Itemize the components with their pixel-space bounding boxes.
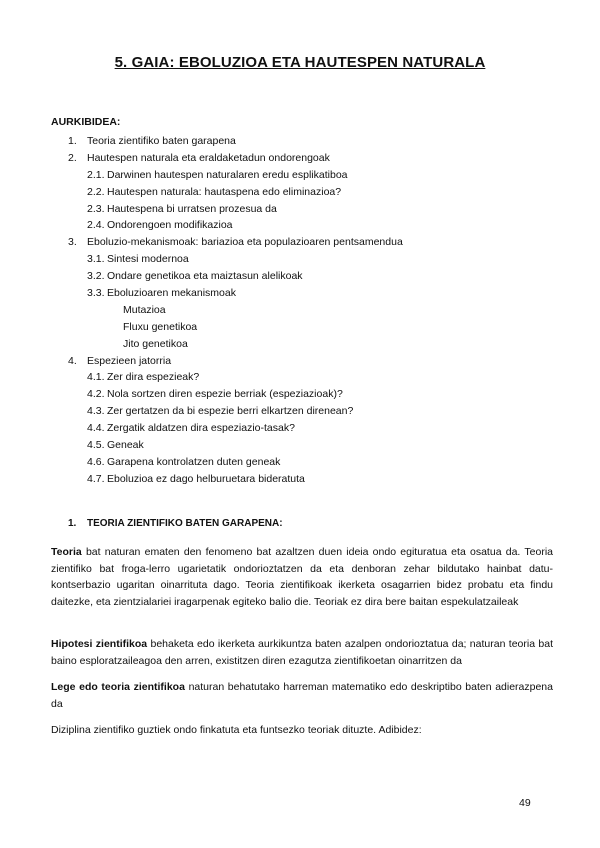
section-number: 1.: [68, 518, 77, 529]
toc-item-number: 3.: [68, 236, 77, 249]
toc-item: [0, 268, 600, 285]
toc-item-label: Sintesi modernoa: [107, 253, 189, 266]
toc-item: [0, 133, 600, 150]
toc-item-number: 3.1.: [87, 253, 105, 266]
toc-item-number: 4.4.: [87, 422, 105, 435]
page-number: 49: [519, 797, 531, 809]
toc-item-label: Ondare genetikoa eta maiztasun alelikoak: [107, 270, 303, 283]
toc-item: [0, 150, 600, 167]
toc-item-label: Mutazioa: [123, 303, 166, 316]
toc-item: [0, 353, 600, 370]
toc-item: [0, 319, 600, 336]
toc-item-number: 2.4.: [87, 219, 105, 232]
toc-item-label: Darwinen hautespen naturalaren eredu esplikatiboa: [107, 168, 348, 181]
toc-item: [0, 471, 600, 488]
toc-item-label: Zer dira espezieak?: [107, 371, 200, 384]
toc-item-label: Garapena kontrolatzen duten geneak: [107, 455, 281, 468]
toc-item: [0, 369, 600, 386]
paragraph-text: naturan behatutako harreman matematiko edo deskriptibo baten adierazpena da: [51, 681, 553, 710]
toc-item-label: Zer gertatzen da bi espezie berri elkartzen direnean?: [107, 405, 354, 418]
paragraph-lege: [51, 679, 553, 712]
toc-item: [0, 201, 600, 218]
toc-item: [0, 336, 600, 353]
toc-item-label: Ondorengoen modifikazioa: [107, 219, 233, 232]
toc-item: [0, 403, 600, 420]
toc-item-number: 2.1.: [87, 168, 105, 181]
term-bold: Hipotesi zientifikoa: [51, 638, 148, 650]
term-bold: Teoria: [51, 546, 82, 558]
paragraph-hipotesi: [51, 636, 553, 669]
toc-item-label: Eboluzioaren mekanismoak: [107, 287, 236, 300]
toc-item: [0, 454, 600, 471]
toc-item-number: 4.1.: [87, 371, 105, 384]
table-of-contents: [0, 133, 600, 488]
toc-item-label: Hautespen naturala eta eraldaketadun ondorengoak: [87, 151, 330, 164]
toc-item-number: 4.6.: [87, 455, 105, 468]
toc-item-label: Geneak: [107, 439, 144, 452]
toc-item-number: 2.3.: [87, 202, 105, 215]
toc-item-number: 4.: [68, 354, 77, 367]
toc-heading: AURKIBIDEA:: [51, 116, 121, 128]
toc-item-label: Hautespen naturala: hautaspena edo eliminazioa?: [107, 185, 342, 198]
toc-item-label: Eboluzio-mekanismoak: bariazioa eta populazioaren pentsamendua: [87, 236, 403, 249]
toc-item-label: Jito genetikoa: [123, 337, 188, 350]
toc-item-label: Zergatik aldatzen dira espeziazio-tasak?: [107, 422, 295, 435]
term-bold: Lege edo teoria zientifikoa: [51, 681, 185, 693]
page-title: 5. GAIA: EBOLUZIOA ETA HAUTESPEN NATURALA: [114, 54, 486, 71]
toc-item: [0, 386, 600, 403]
toc-item-number: 2.: [68, 151, 77, 164]
toc-item: [0, 184, 600, 201]
toc-item-number: 4.5.: [87, 439, 105, 452]
toc-item-number: 4.2.: [87, 388, 105, 401]
toc-item-number: 1.: [68, 135, 77, 147]
toc-item: [0, 234, 600, 251]
paragraph-diziplina: [51, 722, 553, 739]
toc-item: [0, 420, 600, 437]
toc-item-label: Espezieen jatorria: [87, 354, 172, 367]
toc-item-label: Fluxu genetikoa: [123, 320, 198, 333]
toc-item: [0, 167, 600, 184]
toc-item-number: 2.2.: [87, 185, 105, 198]
toc-item: [0, 251, 600, 268]
toc-item: [0, 217, 600, 234]
paragraph-text: behaketa edo ikerketa aurkikuntza baten azalpen ondorioztatua da; naturan teoria bat baino esploratzaileagoa den arren, existitzen diren ezagutza zientifikoetan oinarritzen da: [51, 638, 553, 667]
section-title: TEORIA ZIENTIFIKO BATEN GARAPENA:: [87, 518, 283, 529]
toc-item: [0, 437, 600, 454]
toc-item: [0, 302, 600, 319]
toc-item-number: 4.3.: [87, 405, 105, 418]
toc-item-number: 3.3.: [87, 287, 105, 300]
toc-item-label: Teoria zientifiko baten garapena: [87, 135, 236, 147]
toc-item-label: Eboluzioa ez dago helburuetara bideratuta: [107, 472, 305, 485]
toc-item-number: 4.7.: [87, 472, 105, 485]
toc-item-number: 3.2.: [87, 270, 105, 283]
paragraph-teoria: [51, 544, 553, 610]
toc-item-label: Nola sortzen diren espezie berriak (espeziazioak)?: [107, 388, 343, 401]
toc-item-label: Hautespena bi urratsen prozesua da: [107, 202, 277, 215]
paragraph-text: Diziplina zientifiko guztiek ondo finkatuta eta funtsezko teoriak dituzte. Adibidez:: [51, 724, 422, 736]
toc-item: [0, 285, 600, 302]
paragraph-text: bat naturan ematen den fenomeno bat azaltzen duen ideia ondo egituratua eta osatua da. Teoria zientifiko bat froga-lerro ugarietatik ondorioztatzen da eta denboran zehar bildutako hainbat datu-kontserbazio ugaritan oinarrituta dago. Teoria zientifikoak ikerketa osagarrien bidez probatu eta findu daitezke, eta zientzialariei iragarpenak egiteko balio die. Teoriak ez dira bere baitan espekulatzaileak: [51, 546, 553, 608]
